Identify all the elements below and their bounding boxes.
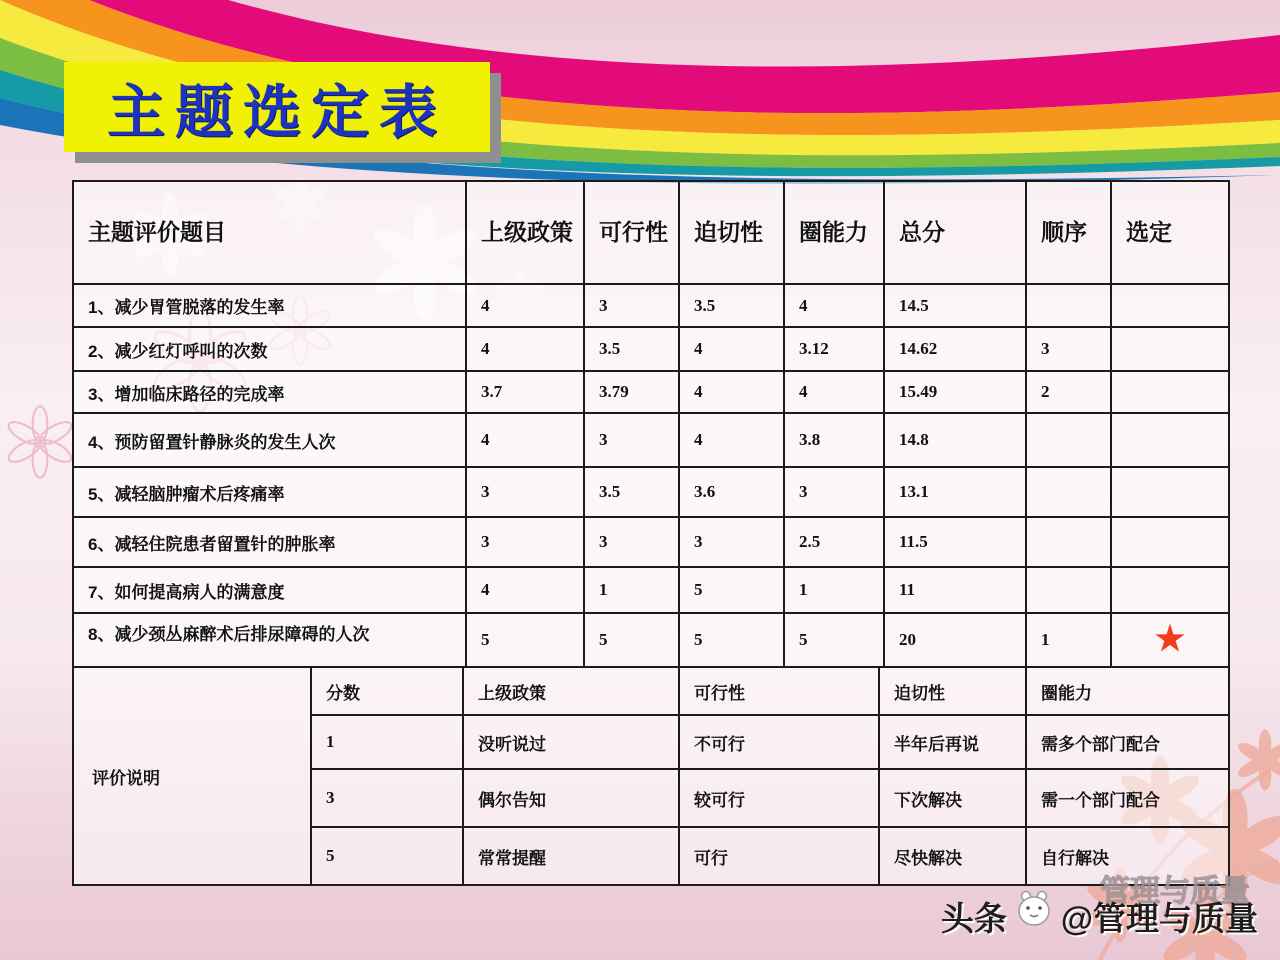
order-cell: 1 [1026,613,1111,667]
legend-header-row [73,667,1229,715]
legend-cell: 没听说过 [463,715,679,769]
table-row-selected-theme [73,613,1229,667]
urgency-cell: 3.6 [679,467,784,517]
total-cell: 13.1 [884,467,1026,517]
table-row [73,327,1229,371]
watermark-handle: @管理与质量 [1060,899,1258,937]
feasibility-cell: 3.5 [584,467,679,517]
policy-cell: 5 [466,613,584,667]
legend-cell: 不可行 [679,715,879,769]
theme-selection-table [72,180,1228,886]
page-title: 主题选定表 [106,80,447,145]
table-row [73,284,1229,327]
legend-cell: 自行解决 [1026,827,1229,885]
total-cell: 14.5 [884,284,1026,327]
policy-cell: 4 [466,567,584,613]
legend-score: 1 [311,715,463,769]
policy-cell: 4 [466,413,584,467]
legend-score: 5 [311,827,463,885]
total-cell: 15.49 [884,371,1026,413]
table-row [73,567,1229,613]
ability-cell: 4 [784,284,884,327]
legend-score: 3 [311,769,463,827]
selected-cell [1111,284,1229,327]
col-header-topic: 主题评价题目 [73,181,466,284]
feasibility-cell: 3.79 [584,371,679,413]
urgency-cell: 5 [679,567,784,613]
total-cell: 14.62 [884,327,1026,371]
title-box [64,62,490,152]
legend-cell: 常常提醒 [463,827,679,885]
legend-header-urgency: 迫切性 [879,667,1026,715]
feasibility-cell: 1 [584,567,679,613]
watermark-prefix: 头条 [940,899,1007,937]
scoring-table [72,180,1230,668]
feasibility-cell: 5 [584,613,679,667]
ability-cell: 1 [784,567,884,613]
policy-cell: 4 [466,327,584,371]
selected-cell [1111,327,1229,371]
col-header-order: 顺序 [1026,181,1111,284]
order-cell [1026,517,1111,567]
order-cell [1026,413,1111,467]
selected-cell [1111,371,1229,413]
policy-cell: 3 [466,467,584,517]
topic-cell: 5、减轻脑肿瘤术后疼痛率 [73,467,466,517]
total-cell: 11 [884,567,1026,613]
total-cell: 20 [884,613,1026,667]
topic-cell: 3、增加临床路径的完成率 [73,371,466,413]
score-legend-table [72,666,1230,886]
legend-header-feasibility: 可行性 [679,667,879,715]
watermark [941,888,1258,944]
legend-label: 评价说明 [73,667,311,885]
legend-cell: 尽快解决 [879,827,1026,885]
selected-star-icon: ★ [1111,613,1229,667]
selected-cell [1111,567,1229,613]
order-cell [1026,284,1111,327]
policy-cell: 4 [466,284,584,327]
legend-header-score: 分数 [311,667,463,715]
toutiao-mascot-icon [1013,888,1055,930]
ability-cell: 3.12 [784,327,884,371]
order-cell: 3 [1026,327,1111,371]
col-header-selected: 选定 [1111,181,1229,284]
ability-cell: 5 [784,613,884,667]
ability-cell: 2.5 [784,517,884,567]
ability-cell: 3.8 [784,413,884,467]
order-cell [1026,467,1111,517]
feasibility-cell: 3 [584,413,679,467]
order-cell [1026,567,1111,613]
policy-cell: 3.7 [466,371,584,413]
ability-cell: 4 [784,371,884,413]
col-header-policy: 上级政策 [466,181,584,284]
selected-cell [1111,517,1229,567]
selected-cell [1111,413,1229,467]
topic-cell: 8、减少颈丛麻醉术后排尿障碍的人次 [73,613,466,667]
table-row [73,467,1229,517]
topic-cell: 1、减少胃管脱落的发生率 [73,284,466,327]
topic-cell: 4、预防留置针静脉炎的发生人次 [73,413,466,467]
feasibility-cell: 3 [584,284,679,327]
legend-cell: 需一个部门配合 [1026,769,1229,827]
urgency-cell: 3 [679,517,784,567]
legend-cell: 偶尔告知 [463,769,679,827]
topic-cell: 7、如何提高病人的满意度 [73,567,466,613]
legend-header-policy: 上级政策 [463,667,679,715]
table-row [73,371,1229,413]
total-cell: 11.5 [884,517,1026,567]
urgency-cell: 3.5 [679,284,784,327]
urgency-cell: 4 [679,327,784,371]
table-row [73,517,1229,567]
topic-cell: 2、减少红灯呼叫的次数 [73,327,466,371]
legend-header-ability: 圈能力 [1026,667,1229,715]
selected-cell [1111,467,1229,517]
legend-cell: 可行 [679,827,879,885]
order-cell: 2 [1026,371,1111,413]
watermark-echo: 管理与质量 [1100,875,1250,908]
urgency-cell: 4 [679,413,784,467]
policy-cell: 3 [466,517,584,567]
urgency-cell: 5 [679,613,784,667]
legend-cell: 下次解决 [879,769,1026,827]
col-header-urgency: 迫切性 [679,181,784,284]
legend-cell: 较可行 [679,769,879,827]
table-row [73,413,1229,467]
table-header-row [73,181,1229,284]
col-header-feasibility: 可行性 [584,181,679,284]
total-cell: 14.8 [884,413,1026,467]
col-header-total: 总分 [884,181,1026,284]
urgency-cell: 4 [679,371,784,413]
ability-cell: 3 [784,467,884,517]
topic-cell: 6、减轻住院患者留置针的肿胀率 [73,517,466,567]
feasibility-cell: 3 [584,517,679,567]
legend-cell: 半年后再说 [879,715,1026,769]
legend-cell: 需多个部门配合 [1026,715,1229,769]
col-header-ability: 圈能力 [784,181,884,284]
feasibility-cell: 3.5 [584,327,679,371]
